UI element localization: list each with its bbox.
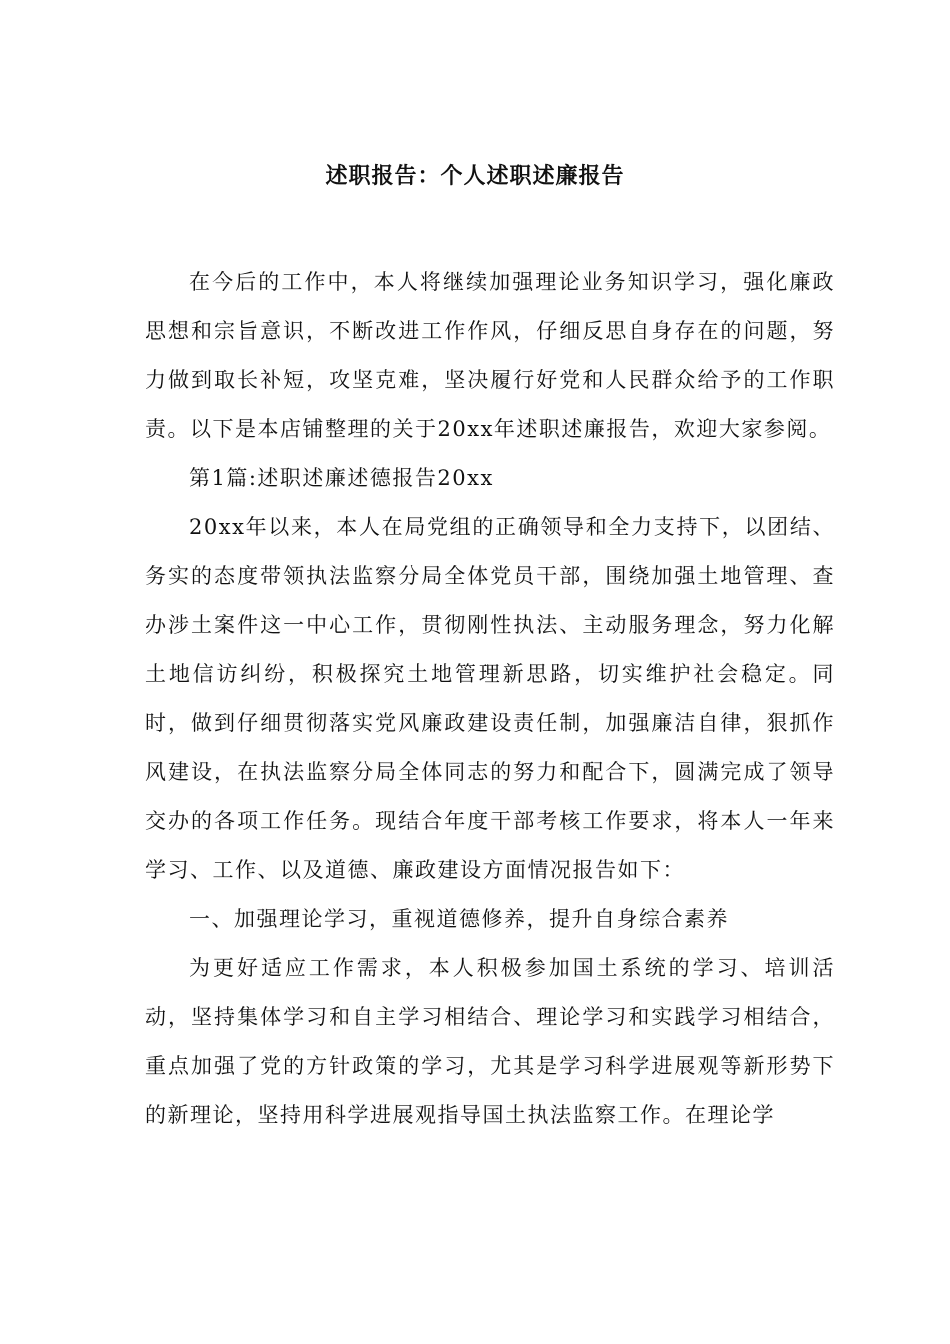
section-heading: 第1篇:述职述廉述德报告20xx: [189, 466, 494, 490]
paragraph-study: 为更好适应工作需求，本人积极参加国土系统的学习、培训活动，坚持集体学习和自主学习相结合、理论学习和实践学习相结合，重点加强了党的方针政策的学习，尤其是学习科学进展观等新形势下的新理论，坚持用科学进展观指导国土执法监察工作。在理论学: [145, 956, 835, 1127]
document-title: 述职报告：个人述职述廉报告: [325, 163, 625, 189]
paragraph-intro: 在今后的工作中，本人将继续加强理论业务知识学习，强化廉政思想和宗旨意识，不断改进工作作风，仔细反思自身存在的问题，努力做到取长补短，攻坚克难，坚决履行好党和人民群众给予的工作职责。以下是本店铺整理的关于20xx年述职述廉报告，欢迎大家参阅。: [145, 270, 835, 441]
subsection-heading: 一、加强理论学习，重视道德修养，提升自身综合素养: [189, 907, 729, 931]
paragraph-summary: 20xx年以来，本人在局党组的正确领导和全力支持下，以团结、务实的态度带领执法监察分局全体党员干部，围绕加强土地管理、查办涉土案件这一中心工作，贯彻刚性执法、主动服务理念，努力化解土地信访纠纷，积极探究土地管理新思路，切实维护社会稳定。同时，做到仔细贯彻落实党风廉政建设责任制，加强廉洁自律，狠抓作风建设，在执法监察分局全体同志的努力和配合下，圆满完成了领导交办的各项工作任务。现结合年度干部考核工作要求，将本人一年来学习、工作、以及道德、廉政建设方面情况报告如下：: [145, 515, 835, 882]
document-body: [145, 258, 835, 1140]
